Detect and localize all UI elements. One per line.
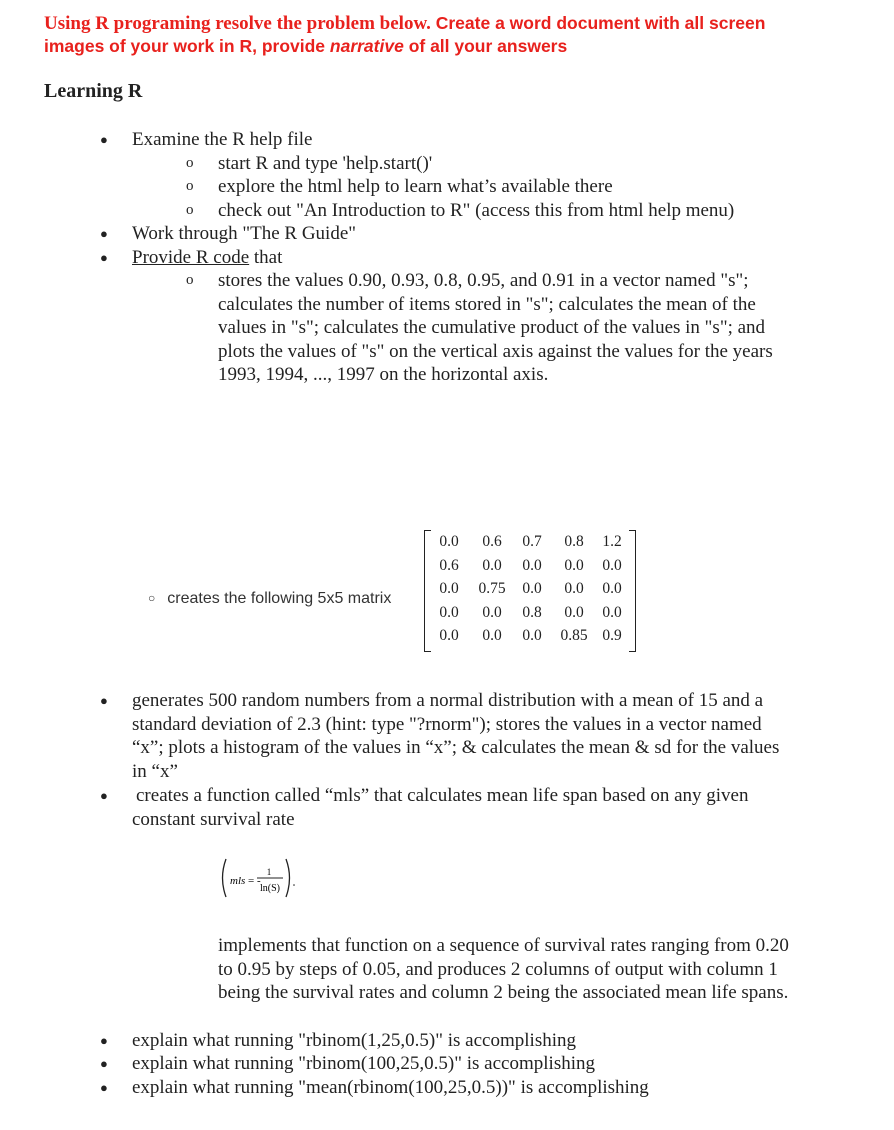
matrix-cell: 0.0 — [522, 580, 542, 597]
header-line-1 — [44, 12, 864, 35]
matrix-cell: 0.0 — [602, 556, 622, 574]
formula-right-paren — [286, 859, 290, 897]
rnorm-line: generates 500 random numbers from a normal distribution with a mean of 15 and a — [132, 690, 764, 711]
vector-s-line: values in "s"; calculates the cumulative product of the values in "s"; and — [218, 317, 766, 338]
mls-line: constant survival rate — [132, 808, 295, 830]
implements-line: implements that function on a sequence of survival rates ranging from 0.20 — [218, 935, 789, 956]
mls-paragraph — [132, 784, 749, 831]
vector-s-line: 1993, 1994, ..., 1997 on the horizontal axis. — [218, 364, 549, 385]
matrix-cell: 0.6 — [439, 556, 459, 574]
matrix-cell: 0.0 — [439, 603, 459, 621]
matrix-cell: 0.0 — [482, 603, 502, 621]
bullet-dot: ● — [100, 226, 108, 241]
matrix-cell: 0.8 — [522, 603, 542, 621]
matrix-cell: 0.0 — [522, 627, 542, 644]
header-line-2-part-2: of all your answers — [403, 36, 568, 56]
vector-s-line: stores the values 0.90, 0.93, 0.8, 0.95, and 0.91 in a vector named "s"; — [218, 270, 749, 291]
bullet-dot: ● — [100, 1080, 108, 1095]
explain-mean-rbinom: explain what running "mean(rbinom(100,25,0.5))" is accomplishing — [132, 1077, 649, 1098]
section-title: Learning R — [44, 80, 143, 102]
provide-r-code-link[interactable]: Provide R code — [132, 247, 250, 268]
sub-bullet-circle: o — [186, 202, 194, 218]
matrix-cell: 0.9 — [602, 627, 622, 644]
bullet-examine-help: Examine the R help file — [132, 129, 313, 150]
sub-bullet-circle: ○ — [148, 591, 156, 605]
formula-denominator: ln(S) — [260, 883, 280, 894]
explain-rbinom-100: explain what running "rbinom(100,25,0.5)" is accomplishing — [132, 1053, 595, 1074]
sub-bullet-circle: o — [186, 272, 194, 288]
formula-equals: = - — [248, 875, 261, 887]
matrix-cell: 0.85 — [560, 627, 588, 644]
matrix-cell: 0.75 — [478, 580, 506, 597]
sub-bullet-help-start: start R and type 'help.start()' — [218, 153, 433, 174]
matrix-cell: 0.0 — [439, 627, 459, 644]
header-narrative-emphasis: narrative — [329, 36, 404, 56]
matrix-label — [148, 590, 391, 608]
bullet-provide-code — [132, 246, 282, 270]
matrix-cell: 0.0 — [522, 556, 542, 574]
vector-s-paragraph — [218, 269, 773, 387]
header-line-2-part-1: images of your work in R, provide — [44, 36, 330, 56]
sub-bullet-circle: o — [186, 178, 194, 194]
header-line-1-part-2: Create a word document with all screen — [430, 13, 766, 33]
vector-s-line: plots the values of "s" on the vertical axis against the values for the years — [218, 340, 773, 362]
bullet-dot: ● — [100, 132, 108, 147]
bullet-dot: ● — [100, 1033, 108, 1048]
matrix-cell: 0.0 — [564, 603, 584, 621]
header-line-2 — [44, 35, 864, 57]
formula-left-paren — [223, 859, 227, 897]
provide-r-code-rest: that — [249, 247, 283, 268]
matrix-cell: 0.0 — [564, 556, 584, 574]
rnorm-paragraph — [132, 689, 779, 783]
matrix-cell: 0.0 — [482, 627, 502, 644]
mls-formula — [218, 853, 298, 903]
matrix-cell: 0.0 — [439, 580, 459, 597]
matrix-cell: 0.0 — [439, 533, 459, 550]
vector-s-line: calculates the number of items stored in "s"; calculates the mean of the — [218, 293, 756, 315]
matrix-5x5 — [424, 530, 636, 652]
header-line-1-part-1: Using R programing resolve the problem below. — [44, 13, 431, 34]
formula-numerator: 1 — [266, 867, 272, 877]
implements-line: being the survival rates and column 2 being the associated mean life spans. — [218, 982, 789, 1003]
matrix-cell: 0.6 — [482, 533, 502, 550]
matrix-cell: 0.0 — [482, 556, 502, 574]
rnorm-line: in “x” — [132, 760, 178, 782]
bullet-dot: ● — [100, 250, 108, 265]
bullet-r-guide: Work through "The R Guide" — [132, 223, 357, 244]
explain-rbinom-1: explain what running "rbinom(1,25,0.5)" is accomplishing — [132, 1030, 576, 1051]
sub-bullet-circle: o — [186, 155, 194, 171]
mls-line: creates a function called “mls” that calculates mean life span based on any given — [136, 785, 749, 806]
matrix-right-bracket — [629, 530, 636, 652]
bullet-dot: ● — [100, 693, 108, 708]
bullet-dot: ● — [100, 1056, 108, 1071]
matrix-left-bracket — [424, 530, 431, 652]
formula-lhs: mls — [230, 875, 246, 887]
matrix-label-text: creates the following 5x5 matrix — [167, 590, 392, 607]
matrix-cell: 0.0 — [564, 580, 584, 597]
matrix-cell: 1.2 — [602, 533, 622, 550]
implements-line: to 0.95 by steps of 0.05, and produces 2 columns of output with column 1 — [218, 958, 778, 980]
matrix-cell: 0.0 — [602, 603, 622, 621]
assignment-header — [44, 12, 864, 57]
matrix-cell: 0.7 — [522, 533, 542, 550]
rnorm-line: “x”; plots a histogram of the values in “x”; & calculates the mean & sd for the values — [132, 737, 780, 758]
sub-bullet-explore-html: explore the html help to learn what’s available there — [218, 176, 613, 197]
bullet-dot: ● — [100, 788, 108, 803]
formula-trailing-dot — [293, 884, 295, 886]
sub-bullet-intro-to-r: check out "An Introduction to R" (access this from html help menu) — [218, 200, 735, 221]
matrix-cell: 0.8 — [564, 533, 584, 550]
implements-paragraph — [218, 934, 789, 1005]
matrix-cell: 0.0 — [602, 580, 622, 597]
rnorm-line: standard deviation of 2.3 (hint: type "?rnorm"); stores the values in a vector named — [132, 713, 762, 735]
